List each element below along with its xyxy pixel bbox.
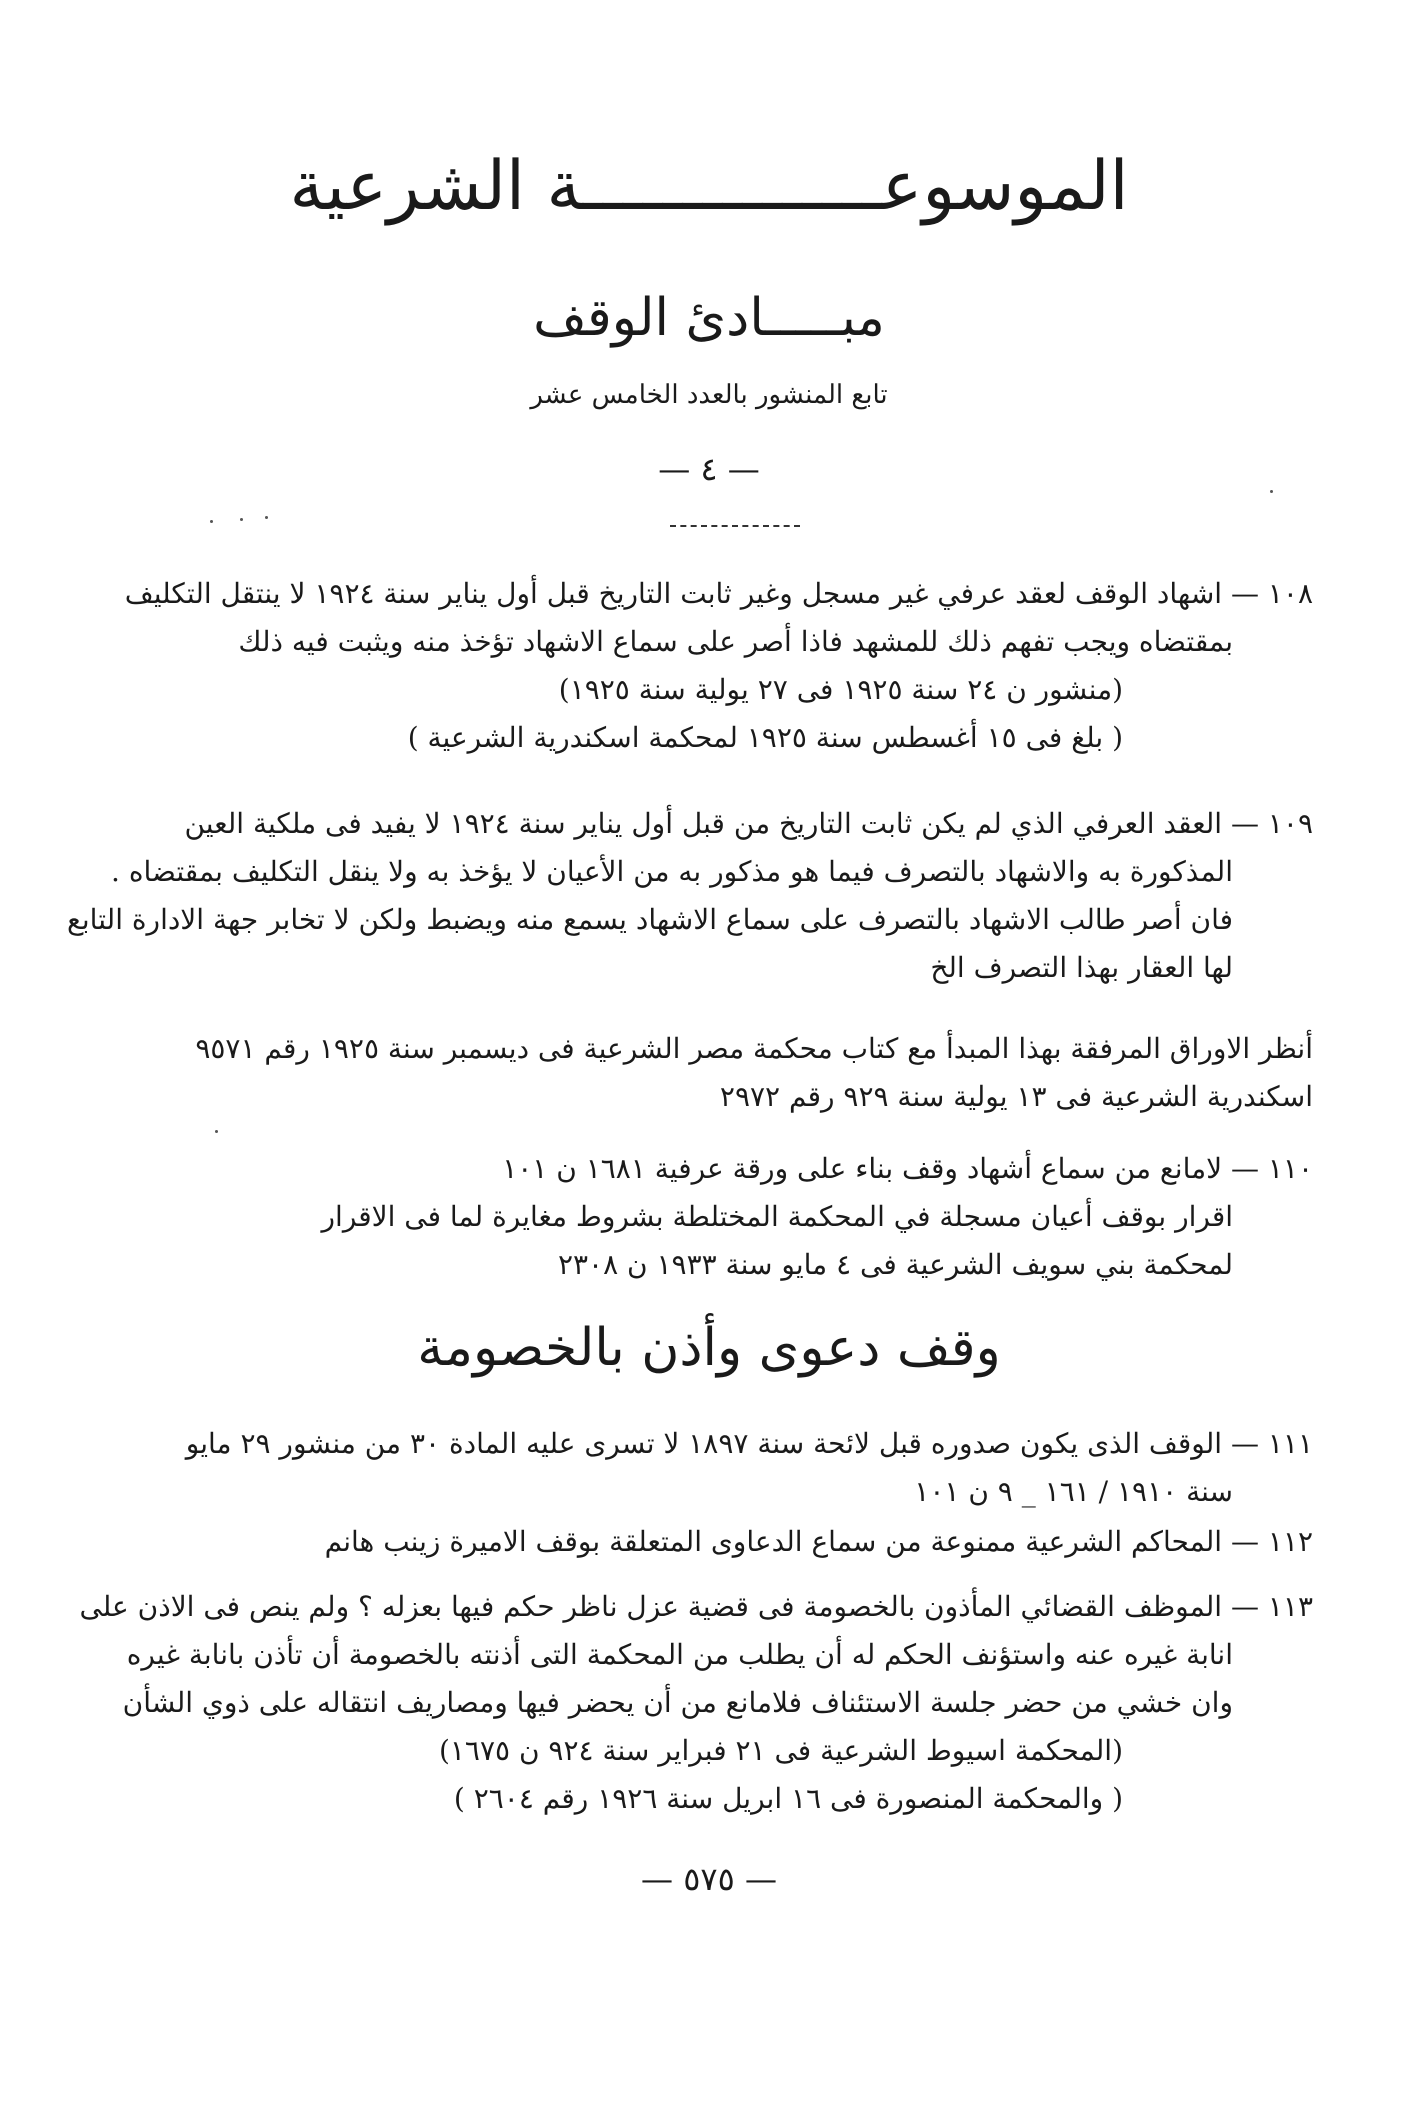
- entry-111: [113, 1420, 1313, 1516]
- scan-speck: [240, 518, 243, 521]
- scan-speck: [265, 516, 268, 519]
- entry-line: ١١٣ — الموظف القضائي المأذون بالخصومة فى قضية عزل ناظر حكم فيها بعزله ؟ ولم ينص فى الاذن على: [79, 1590, 1313, 1623]
- main-title: الموسوعـــــــــــــــة الشرعية: [289, 147, 1129, 226]
- entry-line: ١١٢ — المحاكم الشرعية ممنوعة من سماع الدعاوى المتعلقة بوقف الاميرة زينب هانم: [324, 1525, 1313, 1558]
- scan-speck: [210, 520, 213, 523]
- entry-113: [79, 1583, 1313, 1823]
- entry-line: ١١١ — الوقف الذى يكون صدوره قبل لائحة سنة ١٨٩٧ لا تسرى عليه المادة ٣٠ من منشور ٢٩ مايو: [185, 1427, 1313, 1460]
- scan-speck: [1270, 490, 1273, 493]
- entry-line: لها العقار بهذا التصرف الخ: [930, 951, 1233, 984]
- continuation-note: تابع المنشور بالعدد الخامس عشر: [530, 380, 888, 410]
- section-heading: وقف دعوى وأذن بالخصومة: [417, 1318, 1001, 1378]
- entry-line: سنة ١٩١٠ / ١٦١ _ ٩ ن ١٠١: [914, 1475, 1233, 1508]
- entry-108: [113, 570, 1313, 762]
- entry-line: ١٠٨ — اشهاد الوقف لعقد عرفي غير مسجل وغير ثابت التاريخ قبل أول يناير سنة ١٩٢٤ لا ينتقل التكليف: [124, 577, 1313, 610]
- issue-number: — ٤ —: [658, 450, 760, 488]
- entry-110: [113, 1145, 1313, 1289]
- header-divider: [670, 525, 800, 527]
- entry-109: [66, 800, 1313, 992]
- page-number: — ٥٧٥ —: [641, 1860, 777, 1898]
- entry-line: وان خشي من حضر جلسة الاستئناف فلامانع من أن يحضر فيها ومصاريف انتقاله على ذوي الشأن: [122, 1686, 1233, 1719]
- entry-line: اقرار بوقف أعيان مسجلة في المحكمة المختلطة بشروط مغايرة لما فى الاقرار: [321, 1200, 1233, 1233]
- entry-reference: ( والمحكمة المنصورة فى ١٦ ابريل سنة ١٩٢٦ رقم ٢٦٠٤ ): [453, 1782, 1123, 1815]
- entry-line: ١٠٩ — العقد العرفي الذي لم يكن ثابت التاريخ من قبل أول يناير سنة ١٩٢٤ لا يفيد فى ملكية العين: [184, 807, 1313, 840]
- entry-line: أنظر الاوراق المرفقة بهذا المبدأ مع كتاب محكمة مصر الشرعية فى ديسمبر سنة ١٩٢٥ رقم ٩٥٧١: [195, 1032, 1313, 1065]
- entry-reference: ( بلغ فى ١٥ أغسطس سنة ١٩٢٥ لمحكمة اسكندرية الشرعية ): [407, 721, 1123, 754]
- scan-speck: [215, 1130, 218, 1133]
- entry-line: ١١٠ — لامانع من سماع أشهاد وقف بناء على ورقة عرفية ١٦٨١ ن ١٠١: [502, 1152, 1313, 1185]
- entry-line: انابة غيره عنه واستؤنف الحكم له أن يطلب من المحكمة التى أذنته بالخصومة أن تأذن بانابة غيره: [126, 1638, 1233, 1671]
- entry-reference: (المحكمة اسيوط الشرعية فى ٢١ فبراير سنة ٩٢٤ ن ١٦٧٥): [438, 1734, 1123, 1767]
- entry-line: المذكورة به والاشهاد بالتصرف فيما هو مذكور به من الأعيان لا يؤخذ به ولا ينقل التكليف بمقتضاه .: [111, 855, 1233, 888]
- entry-112: [113, 1518, 1313, 1566]
- subtitle: مبـــــادئ الوقف: [533, 288, 885, 348]
- entry-line: فان أصر طالب الاشهاد بالتصرف على سماع الاشهاد يسمع منه ويضبط ولكن لا تخابر جهة الادارة التابع: [66, 903, 1233, 936]
- entry-line: لمحكمة بني سويف الشرعية فى ٤ مايو سنة ١٩٣٣ ن ٢٣٠٨: [557, 1248, 1233, 1281]
- entry-line: اسكندرية الشرعية فى ١٣ يولية سنة ٩٢٩ رقم ٢٩٧٢: [719, 1080, 1313, 1113]
- reference-note: [113, 1025, 1313, 1121]
- entry-line: بمقتضاه ويجب تفهم ذلك للمشهد فاذا أصر على سماع الاشهاد تؤخذ منه ويثبت فيه ذلك: [238, 625, 1233, 658]
- entry-reference: (منشور ن ٢٤ سنة ١٩٢٥ فى ٢٧ يولية سنة ١٩٢٥): [558, 673, 1123, 706]
